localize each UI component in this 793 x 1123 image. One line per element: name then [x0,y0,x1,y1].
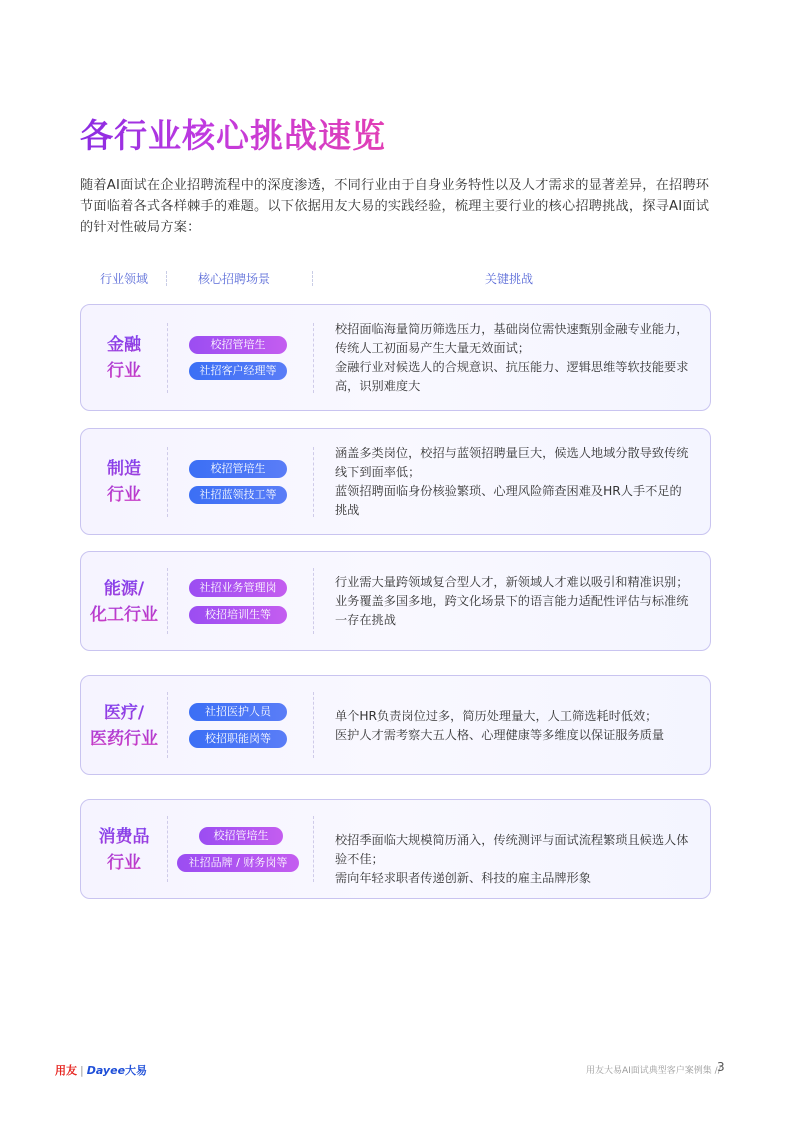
logo-dayee-cn: 大易 [125,1064,148,1077]
industry-card-energy [80,551,711,651]
industry-name [81,700,167,752]
challenge-line: 金融行业对候选人的合规意识、抗压能力、逻辑思维等软技能要求 [335,360,689,374]
scenario-tag: 校招管培生 [189,336,287,354]
challenge-line: 单个HR负责岗位过多，简历处理量大，人工筛选耗时低效； [335,709,658,723]
challenge-line: 线下到面率低； [335,465,421,479]
intro-line: 随着AI面试在企业招聘流程中的深度渗透，不同行业由于自身业务特性以及人才需求的显著差异，在招聘环 [80,178,710,193]
industry-name-line: 制造 [107,459,141,479]
column-divider [313,692,314,758]
challenge-line: 一存在挑战 [335,613,396,627]
industry-name [81,824,167,876]
challenge-line: 验不佳； [335,852,384,866]
challenge-text [335,444,695,520]
challenge-line: 蓝领招聘面临身份核验繁琐、心理风险筛查困难及HR人手不足的 [335,484,682,498]
scenario-tag: 社招业务管理岗 [189,579,287,597]
industry-name-line: 能源/ [103,579,145,599]
column-divider [167,816,168,882]
industry-name-line: 医药行业 [90,729,158,749]
industry-name [81,576,167,628]
brand-logo: 用友 | Dayee大易 [55,1064,148,1077]
scenario-tag: 校招职能岗等 [189,730,287,748]
industry-card-medical [80,675,711,775]
column-divider [167,447,168,517]
industry-name-line: 消费品 [98,827,150,847]
scenario-tag: 社招蓝领技工等 [189,486,287,504]
column-divider [167,323,168,393]
challenge-line: 涵盖多类岗位，校招与蓝领招聘量巨大，候选人地域分散导致传统 [335,446,689,460]
industry-name-line: 化工行业 [90,605,158,625]
challenge-line: 挑战 [335,503,360,517]
challenge-text [335,707,695,745]
challenge-line: 业务覆盖多国多地，跨文化场景下的语言能力适配性评估与标准统 [335,594,689,608]
industry-name [81,456,167,508]
industry-card-finance [80,304,711,411]
page-number: 3 [717,1060,725,1074]
challenge-line: 行业需大量跨领域复合型人才，新领域人才难以吸引和精准识别； [335,575,689,589]
scenario-tag: 校招管培生 [199,827,283,845]
column-divider [313,816,314,882]
scenario-tag: 校招管培生 [189,460,287,478]
intro-paragraph [80,175,720,238]
column-divider [313,447,314,517]
intro-line: 的针对性破局方案： [80,220,201,235]
challenge-line: 传统人工初面易产生大量无效面试； [335,341,530,355]
header-divider [312,271,313,286]
logo-dayee: Dayee [86,1064,126,1077]
challenge-line: 校招面临海量简历筛选压力，基础岗位需快速甄别金融专业能力， [335,322,689,336]
industry-name-line: 行业 [107,853,141,873]
challenge-line: 医护人才需考察大五人格、心理健康等多维度以保证服务质量 [335,728,665,742]
header-divider [166,271,167,286]
scenario-tag: 校招培训生等 [189,606,287,624]
table-header [80,270,713,288]
scenario-tag: 社招客户经理等 [189,362,287,380]
scenario-tag: 社招医护人员 [189,703,287,721]
industry-name-line: 行业 [107,361,141,381]
intro-line: 节面临着各式各样棘手的难题。以下依据用友大易的实践经验，梳理主要行业的核心招聘挑战，探寻AI面试 [80,199,710,214]
industry-name-line: 金融 [107,335,141,355]
column-divider [313,568,314,634]
column-divider [167,692,168,758]
scenario-tag: 社招品牌 / 财务岗等 [177,854,299,872]
challenge-line: 校招季面临大规模简历涌入，传统测评与面试流程繁琐且候选人体 [335,833,689,847]
challenge-text [335,831,695,888]
header-industry: 行业领域 [100,272,149,286]
industry-card-consumer [80,799,711,899]
header-scenario: 核心招聘场景 [198,272,271,286]
page-title: 各行业核心挑战速览 [80,110,386,157]
logo-yonyou: 用友 [55,1064,77,1077]
challenge-line: 高，识别难度大 [335,379,421,393]
industry-name-line: 医疗/ [103,703,145,723]
industry-card-manufacturing [80,428,711,535]
challenge-line: 需向年轻求职者传递创新、科技的雇主品牌形象 [335,871,591,885]
challenge-text [335,573,695,630]
challenge-text [335,320,695,396]
column-divider [313,323,314,393]
column-divider [167,568,168,634]
header-challenge: 关键挑战 [485,272,534,286]
industry-name [81,332,167,384]
industry-name-line: 行业 [107,485,141,505]
footer-doc-title: 用友大易AI面试典型客户案例集 // [586,1066,721,1076]
